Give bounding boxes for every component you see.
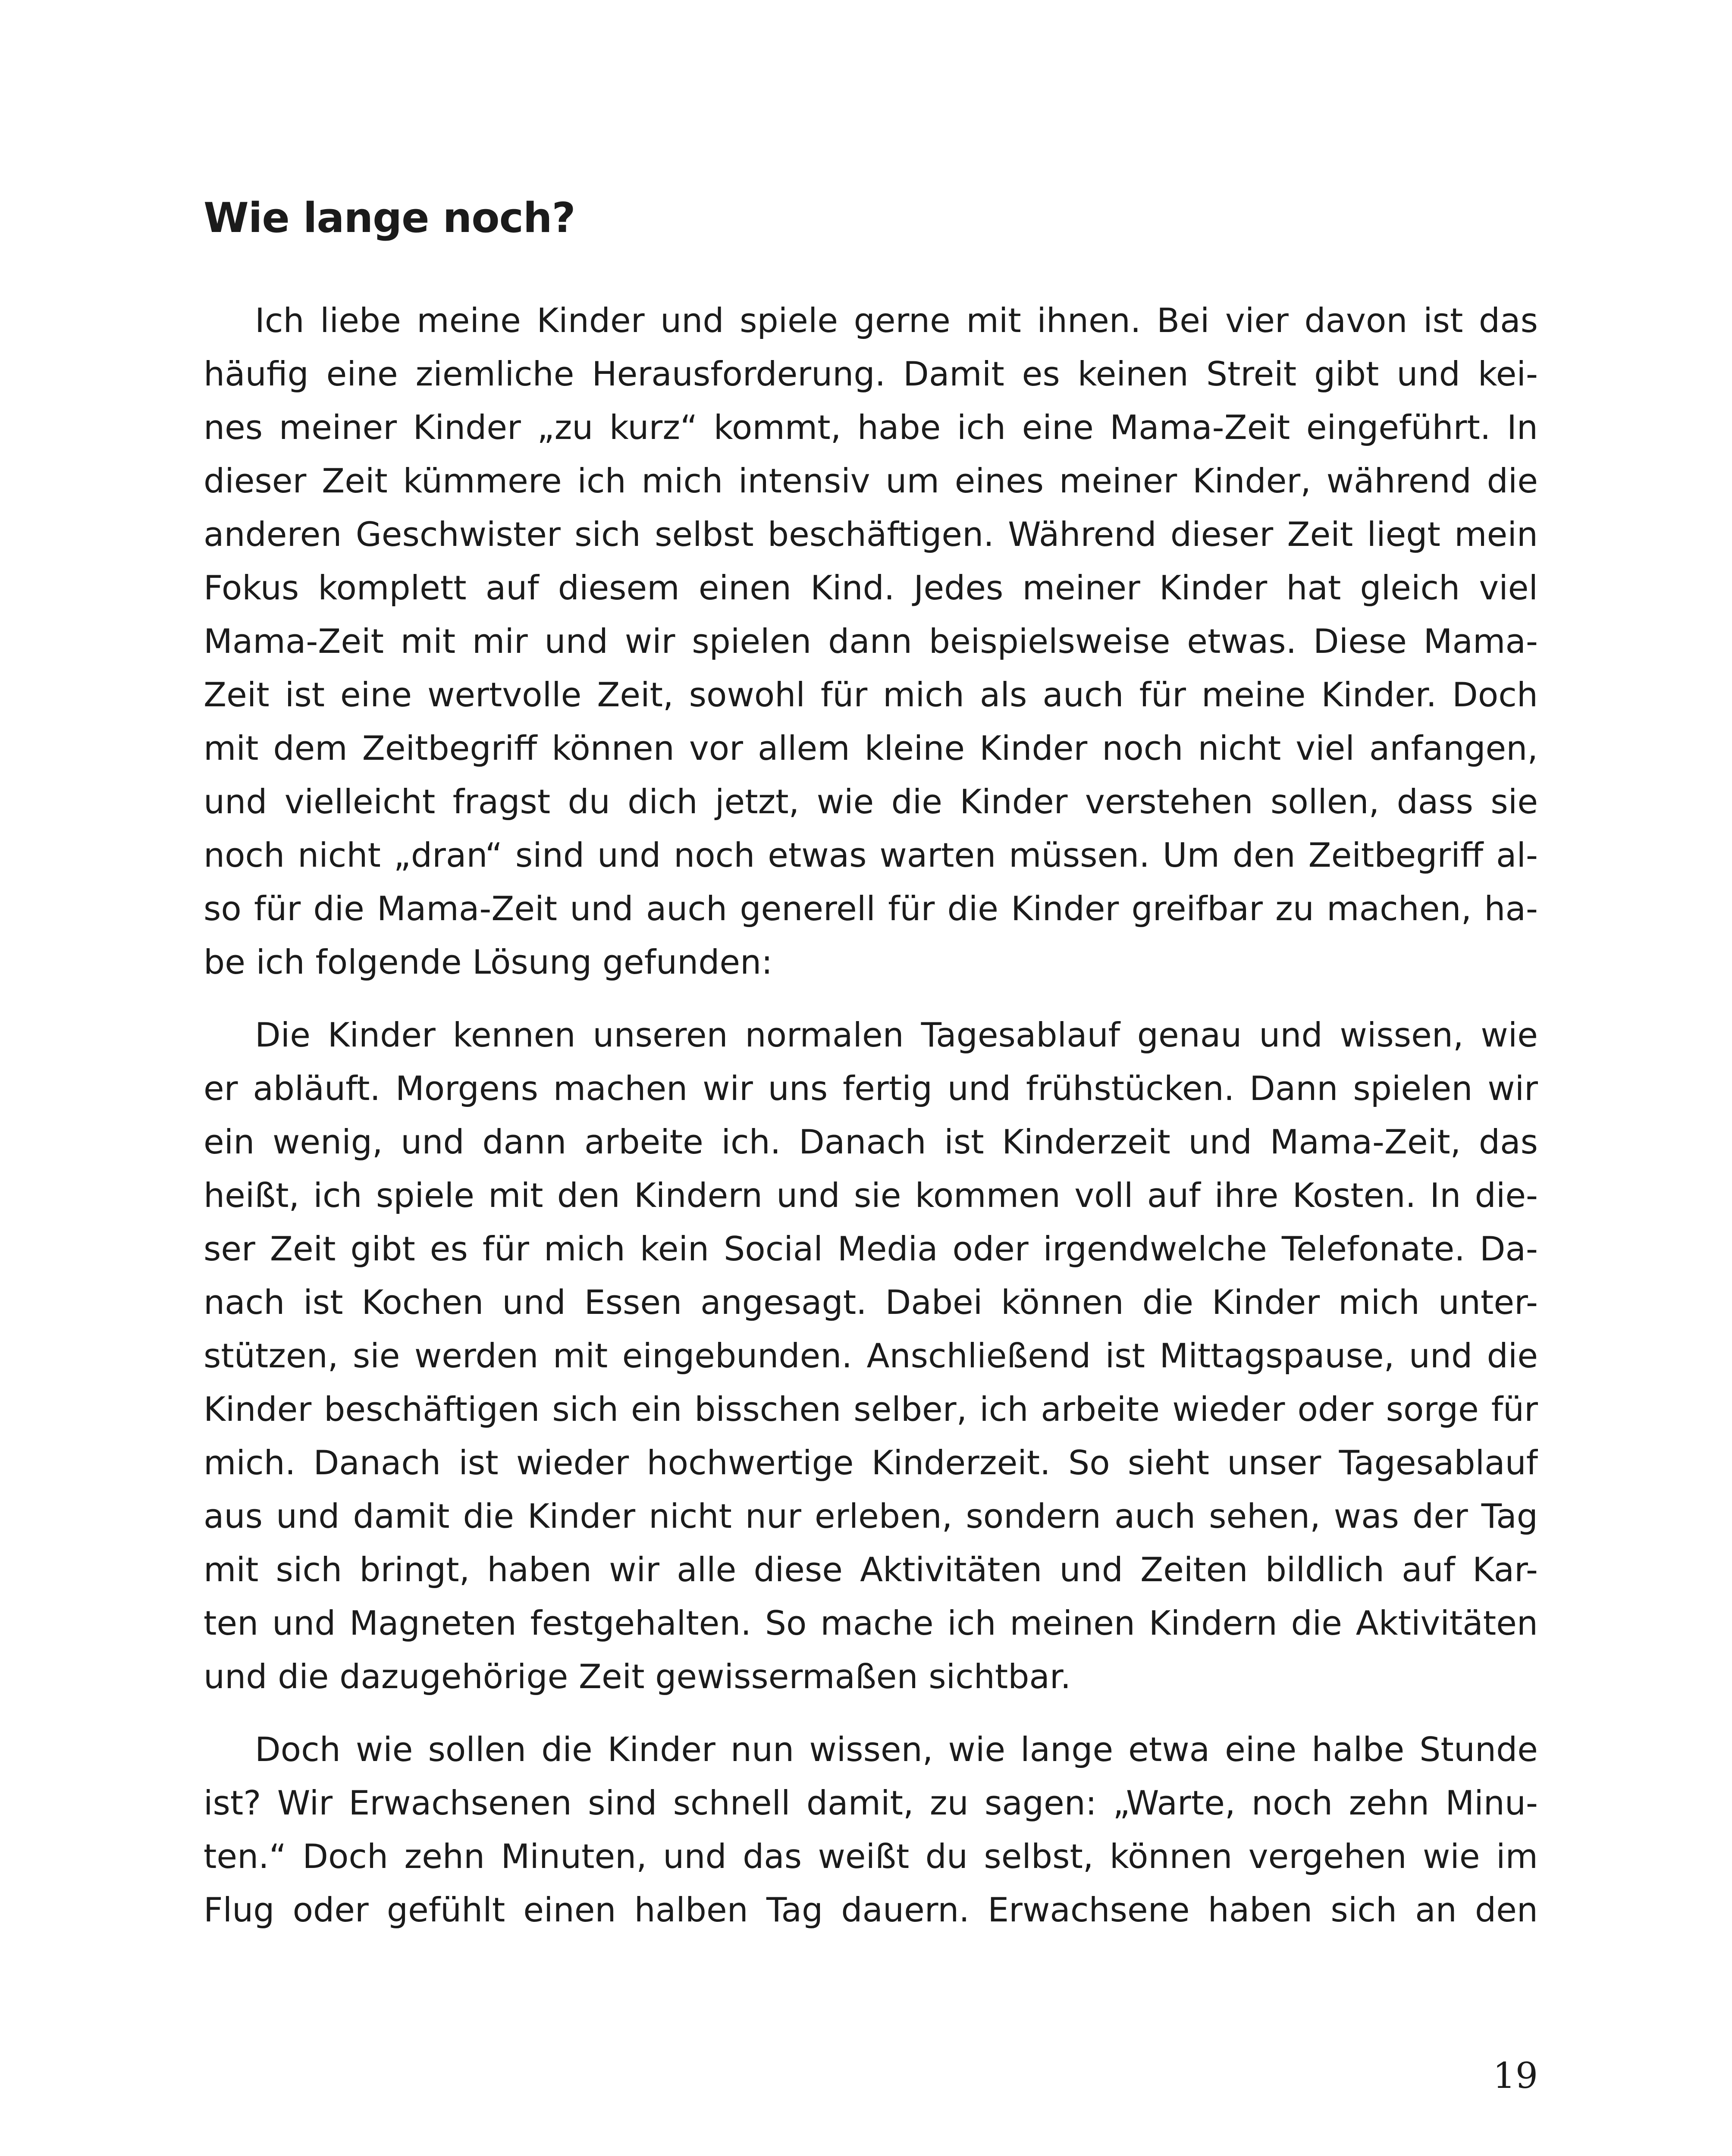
text-line: nes meiner Kinder „zu kurz“ kommt, habe ich eine Mama-Zeit eingeführt. In	[204, 408, 1538, 447]
text-line: ten und Magneten festgehalten. So mache ich meinen Kindern die Aktivitäten	[204, 1604, 1538, 1643]
text-line: Kinder beschäftigen sich ein bisschen selber, ich arbeite wieder oder sorge für	[204, 1390, 1538, 1429]
text-line: mich. Danach ist wieder hochwertige Kinderzeit. So sieht unser Tagesablauf	[204, 1444, 1538, 1482]
text-line: be ich folgende Lösung gefunden:	[204, 943, 773, 982]
text-line: Doch wie sollen die Kinder nun wissen, wie lange etwa eine halbe Stunde	[255, 1730, 1538, 1769]
text-line: dieser Zeit kümmere ich mich intensiv um eines meiner Kinder, während die	[204, 462, 1538, 501]
text-line: und vielleicht fragst du dich jetzt, wie die Kinder verstehen sollen, dass sie	[204, 783, 1538, 821]
text-line: er abläuft. Morgens machen wir uns fertig und frühstücken. Dann spielen wir	[204, 1069, 1538, 1108]
text-line: Zeit ist eine wertvolle Zeit, sowohl für mich als auch für meine Kinder. Doch	[204, 676, 1538, 714]
section-heading: Wie lange noch?	[204, 194, 575, 242]
page-number: 19	[1493, 2056, 1538, 2096]
text-line: anderen Geschwister sich selbst beschäftigen. Während dieser Zeit liegt mein	[204, 515, 1538, 554]
text-line: und die dazugehörige Zeit gewissermaßen sichtbar.	[204, 1658, 1071, 1696]
text-line: ten.“ Doch zehn Minuten, und das weißt du selbst, können vergehen wie im	[204, 1837, 1538, 1876]
body-text	[204, 294, 1538, 1956]
paragraph	[204, 1723, 1538, 1937]
text-line: Die Kinder kennen unseren normalen Tagesablauf genau und wissen, wie	[255, 1016, 1538, 1055]
text-line: Fokus komplett auf diesem einen Kind. Jedes meiner Kinder hat gleich viel	[204, 569, 1538, 608]
text-line: ein wenig, und dann arbeite ich. Danach ist Kinderzeit und Mama-Zeit, das	[204, 1123, 1538, 1162]
text-line: Mama-Zeit mit mir und wir spielen dann beispielsweise etwas. Diese Mama-	[204, 622, 1538, 661]
paragraph	[204, 1009, 1538, 1704]
text-line: nach ist Kochen und Essen angesagt. Dabei können die Kinder mich unter-	[204, 1283, 1538, 1322]
text-line: häufig eine ziemliche Herausforderung. Damit es keinen Streit gibt und kei-	[204, 355, 1538, 394]
text-line: Flug oder gefühlt einen halben Tag dauern. Erwachsene haben sich an den	[204, 1891, 1538, 1930]
text-line: Ich liebe meine Kinder und spiele gerne mit ihnen. Bei vier davon ist das	[255, 301, 1538, 340]
text-line: so für die Mama-Zeit und auch generell für die Kinder greifbar zu machen, ha-	[204, 890, 1538, 928]
text-line: ser Zeit gibt es für mich kein Social Media oder irgendwelche Telefonate. Da-	[204, 1230, 1538, 1269]
text-line: noch nicht „dran“ sind und noch etwas warten müssen. Um den Zeitbegriff al-	[204, 836, 1538, 875]
text-line: aus und damit die Kinder nicht nur erleben, sondern auch sehen, was der Tag	[204, 1497, 1538, 1536]
text-line: heißt, ich spiele mit den Kindern und sie kommen voll auf ihre Kosten. In die-	[204, 1176, 1538, 1215]
text-line: stützen, sie werden mit eingebunden. Anschließend ist Mittagspause, und die	[204, 1337, 1538, 1376]
text-line: ist? Wir Erwachsenen sind schnell damit, zu sagen: „Warte, noch zehn Minu-	[204, 1784, 1538, 1823]
paragraph	[204, 294, 1538, 989]
text-line: mit sich bringt, haben wir alle diese Aktivitäten und Zeiten bildlich auf Kar-	[204, 1551, 1538, 1589]
text-line: mit dem Zeitbegriff können vor allem kleine Kinder noch nicht viel anfangen,	[204, 729, 1538, 768]
